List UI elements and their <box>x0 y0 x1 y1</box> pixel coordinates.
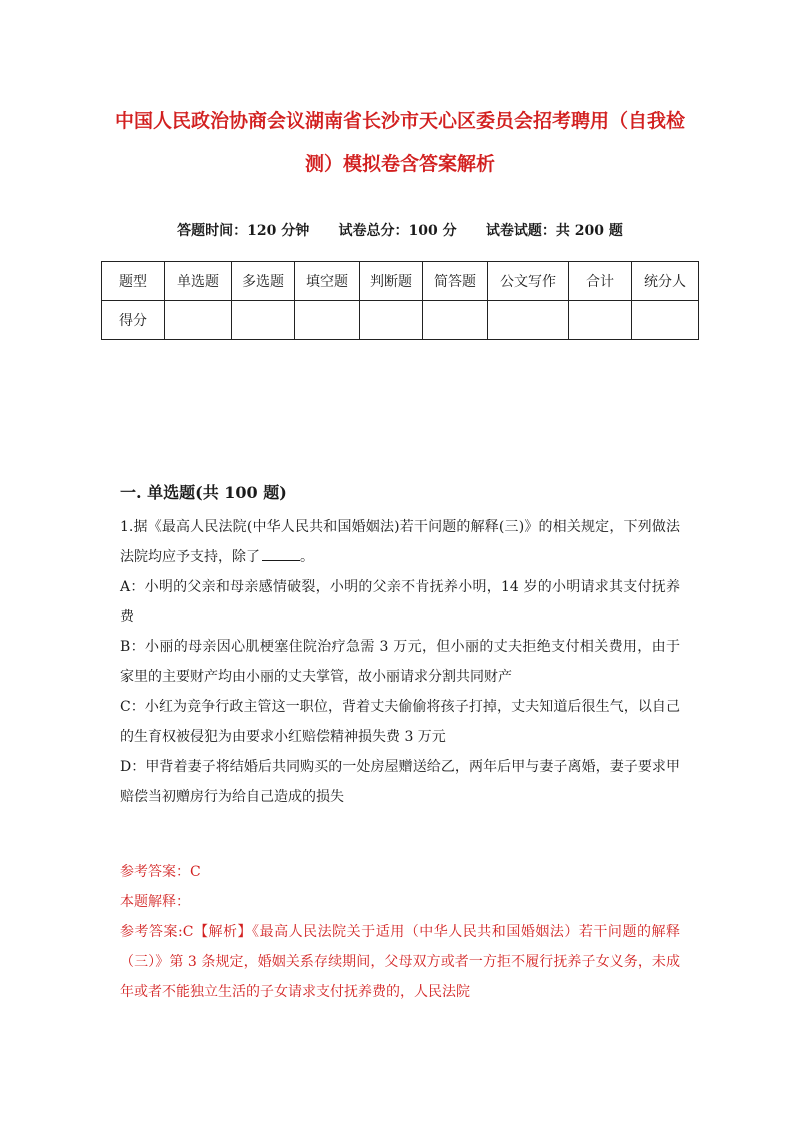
score-cell[interactable] <box>360 301 423 340</box>
score-header-cell: 题型 <box>102 262 165 301</box>
score-header-cell: 统分人 <box>632 262 699 301</box>
score-header-cell: 多选题 <box>232 262 295 301</box>
score-cell[interactable] <box>488 301 569 340</box>
option-d: D：甲背着妻子将结婚后共同购买的一处房屋赠送给乙，两年后甲与妻子离婚，妻子要求甲赔偿当初赠房行为给自己造成的损失 <box>120 759 680 805</box>
section-heading: 一. 单选题(共 100 题) <box>120 483 287 502</box>
question-stem-text: 1.据《最高人民法院(中华人民共和国婚姻法)若干问题的解释(三)》的相关规定，下列做法法院均应予支持，除了 <box>120 519 680 565</box>
explanation-label: 本题解释： <box>120 894 190 910</box>
option-c: C：小红为竞争行政主管这一职位，背着丈夫偷偷将孩子打掉，丈夫知道后很生气，以自己的生育权被侵犯为由要求小红赔偿精神损失费 3 万元 <box>120 699 680 745</box>
reference-answer: 参考答案：C <box>120 864 201 880</box>
score-cell[interactable] <box>632 301 699 340</box>
score-header-cell: 公文写作 <box>488 262 569 301</box>
explanation-text: 参考答案:C【解析】《最高人民法院关于适用（中华人民共和国婚姻法）若干问题的解释（三）》第 3 条规定，婚姻关系存续期间，父母双方或者一方拒不履行抚养子女义务，未成年或者不能独立生活的子女请求支付抚养费的，人民法院 <box>120 924 680 1000</box>
score-row-label: 得分 <box>102 301 165 340</box>
score-cell[interactable] <box>165 301 232 340</box>
score-header-cell: 合计 <box>569 262 632 301</box>
document-title: 中国人民政治协商会议湖南省长沙市天心区委员会招考聘用（自我检测）模拟卷含答案解析 <box>114 110 685 175</box>
score-header-cell: 填空题 <box>295 262 360 301</box>
score-header-cell: 简答题 <box>423 262 488 301</box>
score-table-header-row <box>102 262 699 301</box>
answer-blank <box>262 546 300 561</box>
score-table-row <box>102 301 699 340</box>
option-a: A：小明的父亲和母亲感情破裂，小明的父亲不肯抚养小明，14 岁的小明请求其支付抚养费 <box>120 579 680 625</box>
score-cell[interactable] <box>232 301 295 340</box>
question-stem-end: 。 <box>300 549 314 565</box>
score-header-cell: 判断题 <box>360 262 423 301</box>
answer-block <box>120 857 680 1007</box>
score-table <box>101 261 699 340</box>
score-cell[interactable] <box>295 301 360 340</box>
score-cell[interactable] <box>569 301 632 340</box>
score-header-cell: 单选题 <box>165 262 232 301</box>
score-cell[interactable] <box>423 301 488 340</box>
question-stem <box>120 512 680 572</box>
exam-meta: 答题时间：120 分钟 试卷总分：100 分 试卷试题：共 200 题 <box>177 223 623 239</box>
option-b: B：小丽的母亲因心肌梗塞住院治疗急需 3 万元，但小丽的丈夫拒绝支付相关费用，由于家里的主要财产均由小丽的丈夫掌管，故小丽请求分割共同财产 <box>120 639 680 685</box>
question-block <box>120 512 680 812</box>
